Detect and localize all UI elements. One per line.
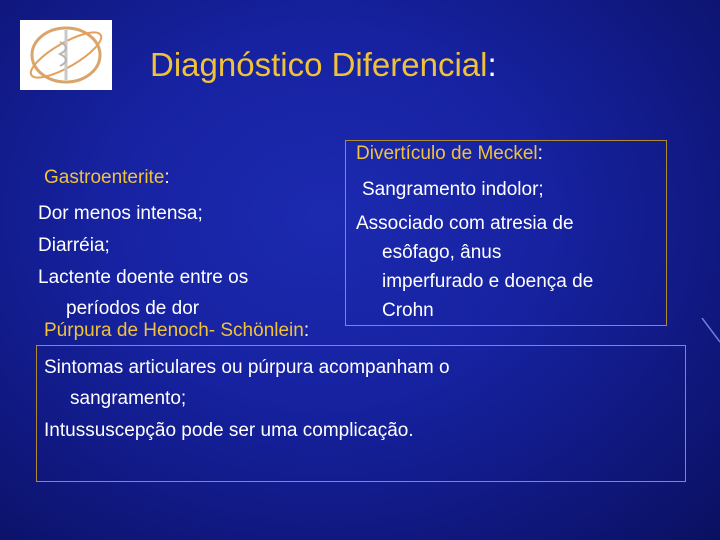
logo-emblem-icon	[20, 20, 112, 90]
henoch-heading-text: Púrpura de Henoch- Schönlein	[44, 320, 304, 341]
slide-title-text: Diagnóstico Diferencial	[150, 46, 488, 83]
meckel-line-5: Crohn	[382, 300, 434, 321]
meckel-line-3: esôfago, ânus	[382, 242, 502, 263]
gastro-heading	[44, 166, 170, 189]
henoch-heading	[44, 319, 309, 342]
gastro-heading-colon: :	[164, 167, 170, 188]
henoch-line-2: sangramento;	[70, 388, 187, 409]
decorative-line	[700, 318, 720, 346]
meckel-heading-colon: :	[537, 143, 543, 164]
meckel-heading	[356, 142, 543, 165]
henoch-heading-colon: :	[303, 320, 310, 341]
slide-title	[150, 46, 497, 84]
gastro-heading-text: Gastroenterite	[44, 167, 165, 188]
gastro-line-1: Dor menos intensa;	[38, 203, 203, 224]
henoch-line-3: Intussuscepção pode ser uma complicação.	[44, 420, 414, 441]
logo	[20, 20, 112, 90]
gastro-line-2: Diarréia;	[38, 235, 110, 256]
meckel-line-2: Associado com atresia de	[356, 213, 574, 234]
meckel-line-4: imperfurado e doença de	[382, 271, 594, 292]
gastro-line-4: períodos de dor	[66, 298, 200, 319]
slide-title-colon: :	[487, 46, 497, 83]
meckel-line-1: Sangramento indolor;	[362, 179, 544, 200]
henoch-line-1: Sintomas articulares ou púrpura acompanham o	[44, 357, 450, 378]
gastro-line-3: Lactente doente entre os	[38, 267, 249, 288]
meckel-heading-text: Divertículo de Meckel	[356, 143, 538, 164]
